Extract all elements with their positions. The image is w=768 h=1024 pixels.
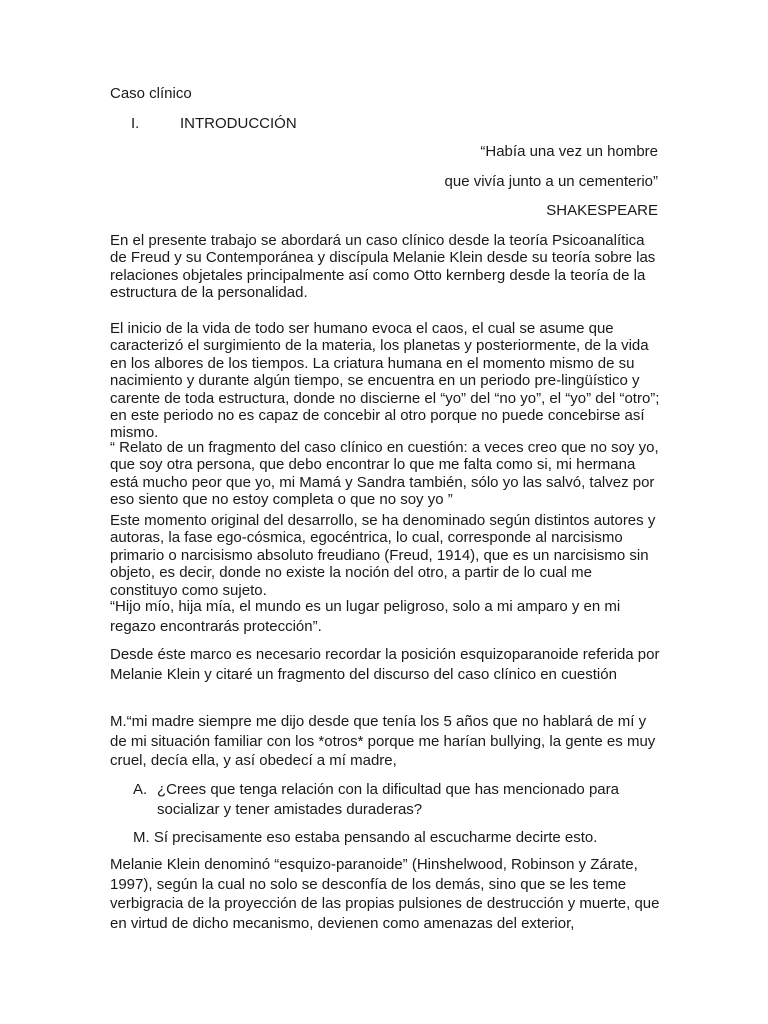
paragraph-narcissism: Este momento original del desarrollo, se ha denominado según distintos autores y autoras, la fase ego-cósmica, egocéntrica, lo cual, corresponde al narcisismo primario o narcisismo absoluto freudiano (Freud, 1914), que es un narcisismo sin objeto, es decir, donde no existe la noción del otro, a partir de lo cual me constituyo como sujeto. bbox=[110, 512, 656, 599]
paragraph-chaos: El inicio de la vida de todo ser humano evoca el caos, el cual se asume que caracterizó el surgimiento de la materia, los planetas y posteriormente, de la vida en los albores de los tiempos. La criatura humana en el momento mismo de su nacimiento y durante algún tiempo, se encuentra en un periodo pre-lingüístico y carente de toda estructura, donde no discierne el “yo” del “no yo”, el “yo” del “otro”; en este periodo no es capaz de concebir al otro porque no puede concebirse así mismo. bbox=[110, 320, 660, 442]
document-title: Caso clínico bbox=[110, 85, 192, 102]
paragraph-quote-protection: “Hijo mío, hija mía, el mundo es un lugar peligroso, solo a mi amparo y en mi regazo encontrarás protección”. bbox=[110, 598, 621, 635]
dialogue-answer bbox=[133, 828, 663, 848]
paragraph-klein-position: Desde éste marco es necesario recordar la posición esquizoparanoide referida por Melanie Klein y citaré un fragmento del discurso del caso clínico en cuestión bbox=[110, 646, 660, 683]
question-text: ¿Crees que tenga relación con la dificultad que has mencionado para socializar y tener amistades duraderas? bbox=[157, 781, 619, 818]
section-number: I. bbox=[131, 115, 140, 132]
section-title: INTRODUCCIÓN bbox=[180, 115, 297, 132]
epigraph-line-1: “Había una vez un hombre bbox=[480, 143, 658, 160]
question-marker: A. bbox=[133, 781, 148, 798]
paragraph-case-fragment: “ Relato de un fragmento del caso clínico en cuestión: a veces creo que no soy yo, que soy otra persona, que debo encontrar lo que me falta como si, mi hermana está mucho peor que yo, mi Mamá y Sandra también, sólo yo las salvó, talvez por eso siento que no estoy completa o que no soy yo ” bbox=[110, 439, 659, 509]
dialogue-question bbox=[133, 780, 663, 819]
paragraph-intro: En el presente trabajo se abordará un caso clínico desde la teoría Psicoanalítica de Freud y su Contemporánea y discípula Melanie Klein desde su teoría sobre las relaciones objetales principalmente así como Otto kernberg desde la teoría de la estructura de la personalidad. bbox=[110, 232, 656, 302]
section-heading bbox=[131, 115, 297, 132]
epigraph-author: SHAKESPEARE bbox=[546, 202, 658, 219]
paragraph-esquizo-paranoide: Melanie Klein denominó “esquizo-paranoide” (Hinshelwood, Robinson y Zárate, 1997), según la cual no solo se desconfía de los demás, sino que se les teme verbigracia de la proyección de las propias pulsiones de destrucción y muerte, que en virtud de dicho mecanismo, devienen como amenazas del exterior, bbox=[110, 856, 660, 932]
paragraph-mother-quote: M.“mi madre siempre me dijo desde que tenía los 5 años que no hablará de mí y de mi situación familiar con los *otros* porque me harían bullying, la gente es muy cruel, decía ella, y así obedecí a mí madre, bbox=[110, 713, 656, 769]
answer-text: M. Sí precisamente eso estaba pensando al escucharme decirte esto. bbox=[133, 829, 598, 846]
epigraph-line-2: que vivía junto a un cementerio” bbox=[444, 173, 658, 190]
